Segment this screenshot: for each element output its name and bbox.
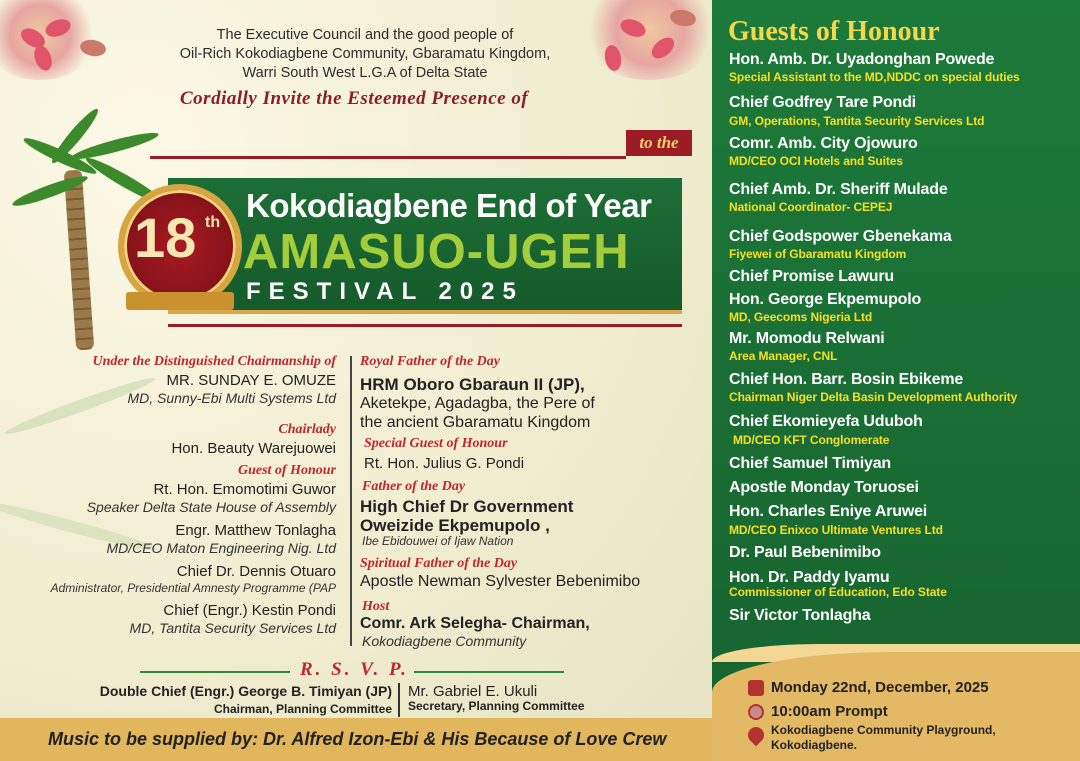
father-of-day-name-2: Oweizide Ekpemupolo , (360, 516, 550, 535)
intro-line-3: Warri South West L.G.A of Delta State (242, 65, 488, 81)
guest-title: Commissioner of Education, Edo State (729, 585, 947, 599)
goh4-name: Chief (Engr.) Kestin Pondi (163, 602, 336, 619)
to-the-tag: to the (626, 130, 692, 156)
guest-name: Hon. Charles Eniye Aruwei (729, 503, 928, 520)
banner-title: Kokodiagbene End of Year (246, 187, 652, 224)
guest-title: MD/CEO KFT Conglomerate (733, 433, 890, 447)
rsvp-line-right (414, 671, 564, 673)
goh4-title: MD, Tantita Security Services Ltd (129, 620, 336, 636)
host-name: Comr. Ark Selegha- Chairman, (360, 615, 590, 632)
rsvp-line-left (140, 671, 290, 673)
host-label: Host (362, 599, 390, 614)
guest-name: Hon. Amb. Dr. Uyadonghan Powede (729, 51, 995, 68)
guest-name: Chief Samuel Timiyan (729, 455, 891, 472)
festival-name: AMASUO-UGEH (243, 225, 630, 279)
guest-title: Fiyewei of Gbaramatu Kingdom (729, 247, 907, 261)
host-title: Kokodiagbene Community (362, 633, 527, 649)
event-info-panel (712, 652, 1080, 761)
guest-title: MD, Geecoms Nigeria Ltd (729, 310, 873, 324)
goh2-title: MD/CEO Maton Engineering Nig. Ltd (106, 540, 336, 556)
rsvp-contact2-title: Secretary, Planning Committee (408, 699, 585, 713)
intro-text (150, 26, 580, 83)
invite-heading: Cordially Invite the Esteemed Presence of (180, 88, 529, 109)
special-guest-label: Special Guest of Honour (364, 436, 508, 451)
palm-trunk-icon (64, 170, 95, 351)
guest-name: Comr. Amb. City Ojowuro (729, 135, 918, 152)
badge-number: 18 (134, 206, 197, 269)
clock-icon (748, 704, 764, 720)
flower-decoration-icon (580, 0, 712, 80)
chairlady-name: Hon. Beauty Warejuowei (171, 440, 336, 457)
guest-name: Dr. Paul Bebenimibo (729, 544, 881, 561)
father-of-day-name-1: High Chief Dr Government (360, 497, 574, 516)
guest-name: Chief Godfrey Tare Pondi (729, 94, 916, 111)
goh1-title: Speaker Delta State House of Assembly (86, 499, 336, 515)
special-guest-name: Rt. Hon. Julius G. Pondi (364, 455, 525, 472)
guest-title: GM, Operations, Tantita Security Services Ltd (729, 114, 985, 128)
palm-leaf-icon (3, 373, 157, 439)
royal-father-name: HRM Oboro Gbaraun II (JP), (360, 375, 585, 394)
chairman-name: MR. SUNDAY E. OMUZE (166, 372, 336, 389)
badge-ribbon-icon (126, 292, 234, 310)
chairman-title: MD, Sunny-Ebi Multi Systems Ltd (127, 390, 336, 406)
guest-name: Apostle Monday Toruosei (729, 479, 919, 496)
guest-name: Chief Ekomieyefa Uduboh (729, 413, 923, 430)
spiritual-father-name: Apostle Newman Sylvester Bebenimibo (360, 573, 641, 590)
guest-name: Chief Amb. Dr. Sheriff Mulade (729, 181, 948, 198)
event-venue-line-2: Kokodiagbene. (771, 738, 858, 752)
guest-title: MD/CEO Enixco Ultimate Ventures Ltd (729, 523, 943, 537)
guest-name: Hon. George Ekpemupolo (729, 291, 922, 308)
guests-heading: Guests of Honour (728, 16, 940, 47)
goh1-name: Rt. Hon. Emomotimi Guwor (153, 481, 336, 498)
royal-father-desc-1: Aketekpe, Agadagba, the Pere of (360, 395, 595, 412)
guest-name: Chief Hon. Barr. Bosin Ebikeme (729, 371, 964, 388)
header-divider (150, 156, 626, 159)
festival-year: FESTIVAL 2025 (246, 278, 524, 305)
guest-title: Chairman Niger Delta Basin Development Authority (729, 390, 1018, 404)
calendar-icon (748, 680, 764, 696)
chairman-label: Under the Distinguished Chairmanship of (92, 354, 336, 369)
guest-name: Sir Victor Tonlagha (729, 607, 871, 624)
goh3-name: Chief Dr. Dennis Otuaro (176, 563, 336, 580)
badge-suffix: th (205, 214, 221, 231)
rsvp-contact1-name: Double Chief (Engr.) George B. Timiyan (JP) (99, 683, 392, 699)
rsvp-contact2-name: Mr. Gabriel E. Ukuli (408, 683, 538, 700)
guest-name: Mr. Momodu Relwani (729, 330, 885, 347)
guest-of-honour-label: Guest of Honour (237, 463, 336, 478)
goh2-name: Engr. Matthew Tonlagha (175, 522, 336, 539)
rsvp-label: R. S. V. P. (300, 659, 409, 680)
father-of-day-title: Ibe Ebidouwei of Ijaw Nation (362, 534, 514, 548)
guest-title: Special Assistant to the MD,NDDC on special duties (729, 70, 1020, 84)
guest-name: Hon. Dr. Paddy Iyamu (729, 569, 890, 586)
intro-line-1: The Executive Council and the good people of (216, 27, 514, 43)
banner-divider (168, 324, 682, 327)
event-date: Monday 22nd, December, 2025 (771, 679, 989, 696)
guest-title: MD/CEO OCI Hotels and Suites (729, 154, 903, 168)
guest-title: National Coordinator- CEPEJ (729, 200, 893, 214)
guest-title: Area Manager, CNL (729, 349, 838, 363)
guest-name: Chief Promise Lawuru (729, 268, 894, 285)
music-credit: Music to be supplied by: Dr. Alfred Izon-Ebi & His Because of Love Crew (48, 729, 667, 749)
rsvp-contact1-title: Chairman, Planning Committee (213, 702, 392, 716)
royal-father-desc-2: the ancient Gbaramatu Kingdom (360, 414, 591, 431)
goh3-title: Administrator, Presidential Amnesty Programme (PAP (50, 581, 336, 595)
royal-father-label: Royal Father of the Day (360, 354, 500, 369)
event-time: 10:00am Prompt (771, 703, 888, 720)
chairlady-label: Chairlady (278, 422, 336, 437)
father-of-day-label: Father of the Day (362, 479, 466, 494)
intro-line-2: Oil-Rich Kokodiagbene Community, Gbaramatu Kingdom, (179, 46, 551, 62)
event-venue-line-1: Kokodiagbene Community Playground, (771, 723, 996, 737)
column-divider (350, 356, 352, 646)
spiritual-father-label: Spiritual Father of the Day (360, 556, 518, 571)
guest-name: Chief Godspower Gbenekama (729, 228, 952, 245)
rsvp-divider (398, 683, 400, 717)
